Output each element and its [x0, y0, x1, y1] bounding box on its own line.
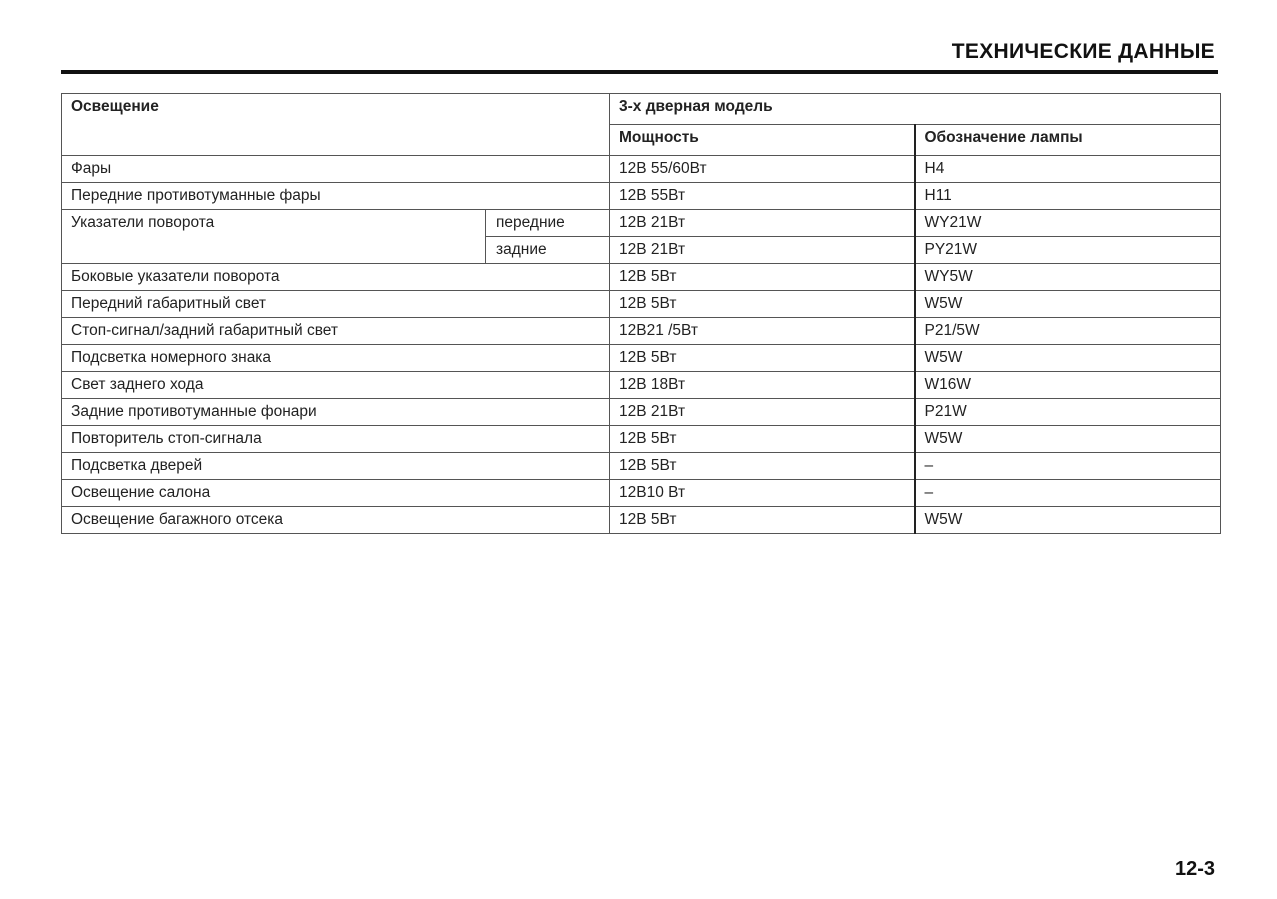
- row-label: Освещение салона: [62, 480, 610, 507]
- table-row: [62, 453, 1221, 480]
- header-cell-lighting: Освещение: [62, 94, 610, 156]
- row-label: Фары: [62, 156, 610, 183]
- row-label: Боковые указатели поворота: [62, 264, 610, 291]
- row-lamp: W5W: [915, 291, 1221, 318]
- header-divider: [61, 70, 1218, 74]
- row-power: 12В 5Вт: [610, 291, 915, 318]
- row-label: Стоп-сигнал/задний габаритный свет: [62, 318, 610, 345]
- lighting-spec-table: [61, 93, 1221, 534]
- header-cell-lamp: Обозначение лампы: [915, 125, 1221, 156]
- row-label: Задние противотуманные фонари: [62, 399, 610, 426]
- page-number: 12-3: [1174, 858, 1215, 880]
- row-lamp: H4: [915, 156, 1221, 183]
- table-row: [62, 264, 1221, 291]
- row-lamp: P21W: [915, 399, 1221, 426]
- table-row: [62, 318, 1221, 345]
- table-row: [62, 291, 1221, 318]
- row-power: 12В 55/60Вт: [610, 156, 915, 183]
- row-power: 12В 55Вт: [610, 183, 915, 210]
- table-row: [62, 210, 1221, 237]
- row-power: 12В 5Вт: [610, 426, 915, 453]
- row-power: 12В10 Вт: [610, 480, 915, 507]
- page-title: ТЕХНИЧЕСКИЕ ДАННЫЕ: [951, 40, 1215, 63]
- table-row: [62, 156, 1221, 183]
- row-label: Повторитель стоп-сигнала: [62, 426, 610, 453]
- row-lamp: W16W: [915, 372, 1221, 399]
- row-lamp: –: [915, 453, 1221, 480]
- row-lamp: H11: [915, 183, 1221, 210]
- header-cell-model: 3-х дверная модель: [610, 94, 1221, 125]
- row-power: 12В 18Вт: [610, 372, 915, 399]
- table-row: [62, 399, 1221, 426]
- row-label: Подсветка дверей: [62, 453, 610, 480]
- row-power: 12В 5Вт: [610, 453, 915, 480]
- header-cell-power: Мощность: [610, 125, 915, 156]
- row-lamp: W5W: [915, 507, 1221, 534]
- row-lamp: W5W: [915, 345, 1221, 372]
- row-power: 12В 5Вт: [610, 345, 915, 372]
- row-power: 12В 5Вт: [610, 507, 915, 534]
- row-power: 12В21 /5Вт: [610, 318, 915, 345]
- row-sublabel: задние: [486, 237, 610, 264]
- row-power: 12В 21Вт: [610, 210, 915, 237]
- row-label: Указатели поворота: [62, 210, 486, 264]
- table-row: [62, 183, 1221, 210]
- row-power: 12В 5Вт: [610, 264, 915, 291]
- row-label: Свет заднего хода: [62, 372, 610, 399]
- table-row: [62, 345, 1221, 372]
- table-row: [62, 507, 1221, 534]
- row-lamp: WY21W: [915, 210, 1221, 237]
- row-lamp: P21/5W: [915, 318, 1221, 345]
- row-lamp: W5W: [915, 426, 1221, 453]
- row-lamp: PY21W: [915, 237, 1221, 264]
- row-label: Освещение багажного отсека: [62, 507, 610, 534]
- row-lamp: –: [915, 480, 1221, 507]
- row-sublabel: передние: [486, 210, 610, 237]
- row-power: 12В 21Вт: [610, 399, 915, 426]
- row-power: 12В 21Вт: [610, 237, 915, 264]
- table-row: [62, 372, 1221, 399]
- row-label: Передний габаритный свет: [62, 291, 610, 318]
- row-lamp: WY5W: [915, 264, 1221, 291]
- table-row: [62, 426, 1221, 453]
- row-label: Подсветка номерного знака: [62, 345, 610, 372]
- table-row: [62, 480, 1221, 507]
- row-label: Передние противотуманные фары: [62, 183, 610, 210]
